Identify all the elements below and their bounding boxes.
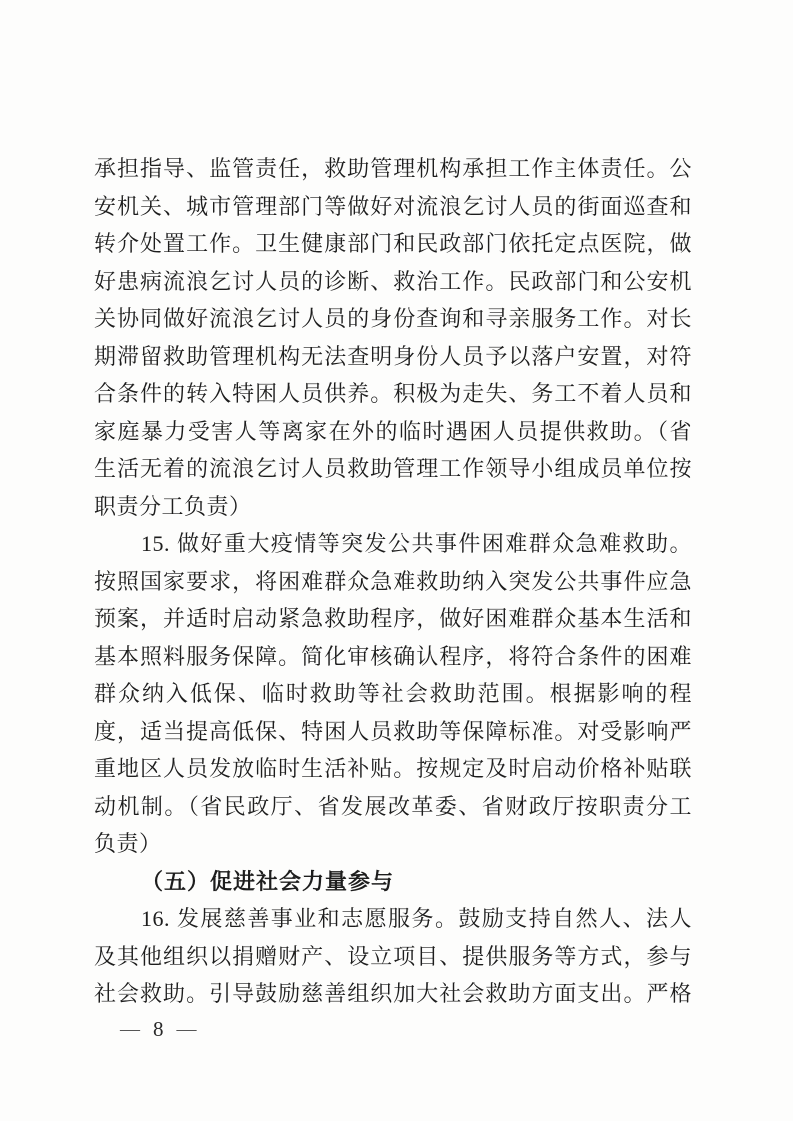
text-line: 重地区人员发放临时生活补贴。按规定及时启动价格补贴联	[94, 756, 692, 781]
text-line: 家庭暴力受害人等离家在外的临时遇困人员提供救助。（省	[94, 418, 692, 444]
section-heading: （五）促进社会力量参与	[141, 868, 395, 894]
text-line-item-15-start: 15. 做好重大疫情等突发公共事件困难群众急难救助。	[141, 531, 692, 556]
text-line: 群众纳入低保、临时救助等社会救助范围。根据影响的程	[94, 681, 692, 706]
text-line-item-16-start: 16. 发展慈善事业和志愿服务。鼓励支持自然人、法人	[141, 906, 692, 931]
text-line: 预案，并适时启动紧急救助程序，做好困难群众基本生活和	[94, 606, 692, 631]
text-line: 动机制。（省民政厅、省发展改革委、省财政厅按职责分工	[94, 793, 692, 819]
text-line: 转介处置工作。卫生健康部门和民政部门依托定点医院，做	[94, 231, 692, 256]
text-line: 安机关、城市管理部门等做好对流浪乞讨人员的街面巡查和	[94, 193, 692, 219]
text-line: 合条件的转入特困人员供养。积极为走失、务工不着人员和	[94, 381, 692, 406]
text-line: 基本照料服务保障。简化审核确认程序，将符合条件的困难	[94, 643, 692, 669]
document-body	[94, 150, 692, 1013]
text-line: 社会救助。引导鼓励慈善组织加大社会救助方面支出。严格	[94, 981, 692, 1006]
text-line: 好患病流浪乞讨人员的诊断、救治工作。民政部门和公安机	[94, 268, 692, 294]
footer-dash-right: —	[176, 1018, 197, 1040]
text-line-paragraph-end: 职责分工负责）	[94, 493, 252, 519]
text-line: 承担指导、监管责任，救助管理机构承担工作主体责任。公	[94, 156, 692, 181]
text-line: 期滞留救助管理机构无法查明身份人员予以落户安置，对符	[94, 343, 692, 369]
page-number: 8	[153, 1017, 164, 1041]
text-line: 及其他组织以捐赠财产、设立项目、提供服务等方式，参与	[94, 943, 692, 969]
text-line: 度，适当提高低保、特困人员救助等保障标准。对受影响严	[94, 718, 692, 744]
text-line-paragraph-end: 负责）	[94, 831, 162, 856]
text-line: 按照国家要求，将困难群众急难救助纳入突发公共事件应急	[94, 568, 692, 594]
text-line: 关协同做好流浪乞讨人员的身份查询和寻亲服务工作。对长	[94, 306, 692, 331]
page-number-footer	[120, 1014, 197, 1044]
footer-dash-left: —	[120, 1018, 140, 1040]
text-line: 生活无着的流浪乞讨人员救助管理工作领导小组成员单位按	[94, 456, 692, 481]
